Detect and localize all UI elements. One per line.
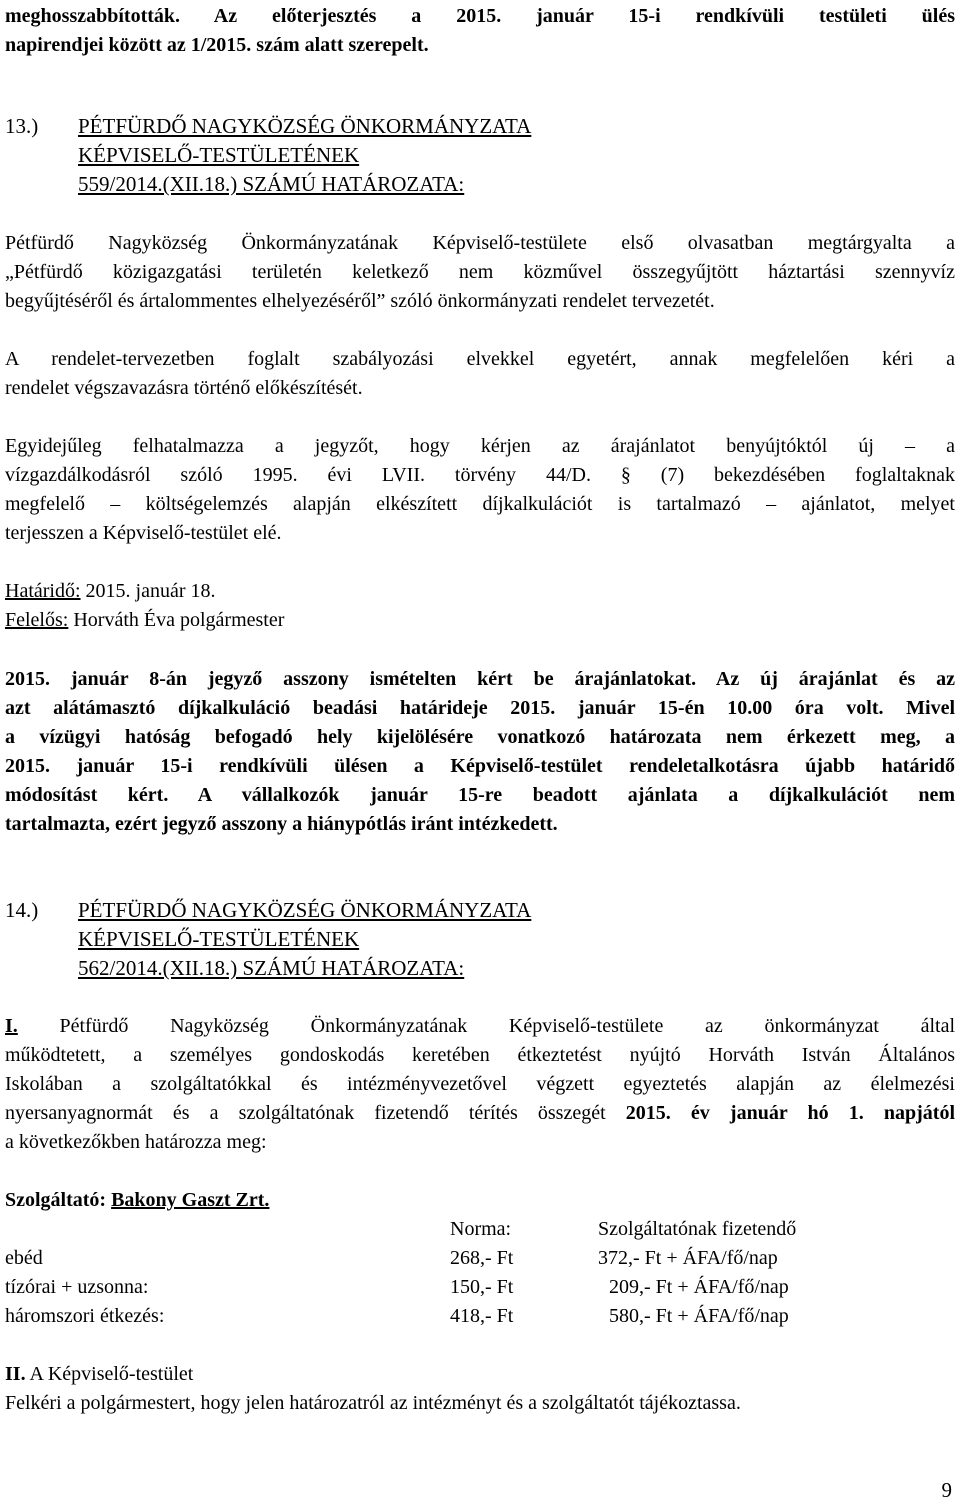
table-row-2-payable: 209,- Ft + ÁFA/fő/nap bbox=[609, 1276, 789, 1298]
s13-p3-line-3: megfelelő – költségelemzés alapján elkészített díjkalkulációt is tartalmazó – ajánlatot, melyet bbox=[5, 493, 955, 515]
provider-label: Szolgáltató: bbox=[5, 1189, 107, 1211]
section-13-title-2: KÉPVISELŐ-TESTÜLETÉNEK bbox=[78, 143, 360, 167]
s14-p1-marker: I. bbox=[5, 1015, 18, 1037]
s14-p2-title: A Képviselő-testület bbox=[25, 1363, 194, 1385]
s14-p1-line-1-text: Pétfürdő Nagyközség Önkormányzatának Képviselő-testülete az önkormányzat által bbox=[17, 1015, 955, 1037]
deadline-line bbox=[5, 577, 955, 606]
section-14-title-3: 562/2014.(XII.18.) SZÁMÚ HATÁROZATA: bbox=[78, 956, 465, 980]
table-row-3-label: háromszori étkezés: bbox=[5, 1305, 165, 1327]
bold-para-line-6: tartalmazta, ezért jegyző asszony a hiánypótlás iránt intézkedett. bbox=[5, 813, 558, 835]
bold-para-line-3: a vízügyi hatóság befogadó hely kijelölésére vonatkozó határozata nem érkezett meg, a bbox=[5, 726, 955, 748]
section-14-title-1: PÉTFÜRDŐ NAGYKÖZSÉG ÖNKORMÁNYZATA bbox=[78, 898, 532, 922]
provider-name: Bakony Gaszt Zrt. bbox=[111, 1189, 270, 1211]
table-row-1-payable: 372,- Ft + ÁFA/fő/nap bbox=[598, 1247, 778, 1269]
s13-p1-line-1: Pétfürdő Nagyközség Önkormányzatának Képviselő-testülete első olvasatban megtárgyalta a bbox=[5, 232, 955, 254]
deadline-value: 2015. január 18. bbox=[80, 580, 216, 602]
s13-p2-line-2: rendelet végszavazásra történő előkészítését. bbox=[5, 377, 363, 399]
s14-p1-line-1 bbox=[5, 1012, 955, 1041]
s13-p3-line-1: Egyidejűleg felhatalmazza a jegyzőt, hogy kérjen az árajánlatot benyújtóktól új – a bbox=[5, 435, 955, 457]
table-row-1-norma: 268,- Ft bbox=[450, 1247, 514, 1269]
s14-p2-text: Felkéri a polgármestert, hogy jelen határozatról az intézményt és a szolgáltatót tájékoztassa. bbox=[5, 1392, 741, 1414]
s14-p1-line-3: Iskolában a szolgáltatókkal és intézményvezetővel végzett egyeztetés alapján az élelmezési bbox=[5, 1073, 955, 1095]
page-number: 9 bbox=[941, 1478, 952, 1502]
s13-p2-line-1: A rendelet-tervezetben foglalt szabályozási elvekkel egyetért, annak megfelelően kéri a bbox=[5, 348, 955, 370]
s14-p1-line-5: a következőkben határozza meg: bbox=[5, 1131, 267, 1153]
section-13-title-3: 559/2014.(XII.18.) SZÁMÚ HATÁROZATA: bbox=[78, 172, 465, 196]
s14-p1-line-2: működtetett, a személyes gondoskodás keretében étkeztetést nyújtó Horváth István Általános bbox=[5, 1044, 955, 1066]
section-14-heading bbox=[5, 896, 531, 925]
s13-p1-line-3: begyűjtéséről és ártalommentes elhelyezéséről” szóló önkormányzati rendelet tervezetét. bbox=[5, 290, 715, 312]
section-13-title-1: PÉTFÜRDŐ NAGYKÖZSÉG ÖNKORMÁNYZATA bbox=[78, 114, 532, 138]
bold-para-line-4: 2015. január 15-i rendkívüli ülésen a Képviselő-testület rendeletalkotásra újabb határidő bbox=[5, 755, 955, 777]
s14-p1-line-4-date: 2015. év január hó 1. napjától bbox=[625, 1102, 955, 1124]
responsible-line bbox=[5, 606, 955, 635]
s14-p1-line-4-text: nyersanyagnormát és a szolgáltatónak fizetendő térítés összegét bbox=[5, 1102, 626, 1124]
table-row-3-norma: 418,- Ft bbox=[450, 1305, 514, 1327]
s14-p2-marker: II. bbox=[5, 1363, 26, 1385]
deadline-label: Határidő: bbox=[5, 580, 81, 602]
s13-p1-line-2: „Pétfürdő közigazgatási területén keletkező nem közművel összegyűjtött háztartási szennyvíz bbox=[5, 261, 955, 283]
intro-line-2: napirendjei között az 1/2015. szám alatt szerepelt. bbox=[5, 34, 429, 56]
s14-p1-line-4 bbox=[5, 1099, 955, 1128]
table-row-2-label: tízórai + uzsonna: bbox=[5, 1276, 149, 1298]
table-header-norma: Norma: bbox=[450, 1218, 512, 1240]
section-14-number: 14.) bbox=[5, 898, 39, 922]
table-header-payable: Szolgáltatónak fizetendő bbox=[598, 1218, 797, 1240]
bold-para-line-2: azt alátámasztó díjkalkuláció beadási határideje 2015. január 15-én 10.00 óra volt. Mivel bbox=[5, 697, 955, 719]
s14-p2-heading bbox=[5, 1360, 955, 1389]
section-13-heading bbox=[5, 112, 531, 141]
section-13-number: 13.) bbox=[5, 114, 39, 138]
responsible-label: Felelős: bbox=[5, 609, 69, 631]
table-row-3-payable: 580,- Ft + ÁFA/fő/nap bbox=[609, 1305, 789, 1327]
intro-line-1: meghosszabbították. Az előterjesztés a 2015. január 15-i rendkívüli testületi ülés bbox=[5, 5, 955, 27]
section-14-title-2: KÉPVISELŐ-TESTÜLETÉNEK bbox=[78, 927, 360, 951]
provider-line bbox=[5, 1186, 955, 1215]
bold-para-line-1: 2015. január 8-án jegyző asszony ismételten kért be árajánlatokat. Az új árajánlat és az bbox=[5, 668, 955, 690]
table-row-2-norma: 150,- Ft bbox=[450, 1276, 514, 1298]
bold-para-line-5: módosítást kért. A vállalkozók január 15-re beadott ajánlata a díjkalkulációt nem bbox=[5, 784, 955, 806]
responsible-value: Horváth Éva polgármester bbox=[68, 609, 285, 631]
table-row-1-label: ebéd bbox=[5, 1247, 43, 1269]
s13-p3-line-4: terjesszen a Képviselő-testület elé. bbox=[5, 522, 282, 544]
s13-p3-line-2: vízgazdálkodásról szóló 1995. évi LVII. törvény 44/D. § (7) bekezdésében foglaltaknak bbox=[5, 464, 955, 486]
